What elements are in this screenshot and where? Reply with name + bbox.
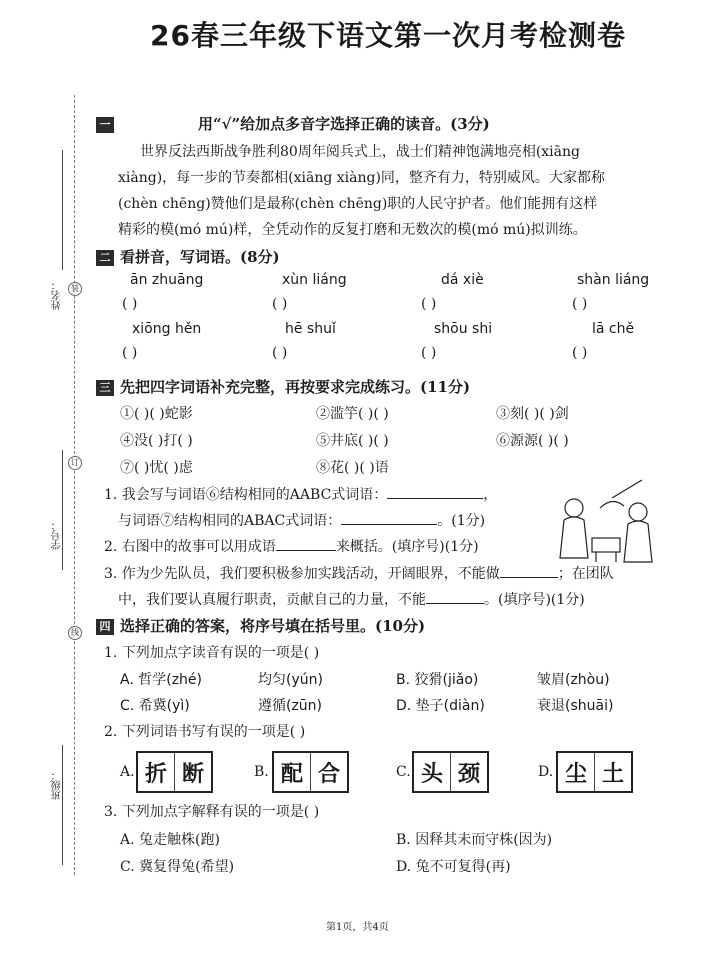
name-label: 姓名： [52, 280, 63, 310]
figure-right-body [624, 521, 652, 562]
q2-option-d-label[interactable]: D. [538, 764, 554, 780]
sec3-q1a-text: 1. 我会写与词语⑥结构相同的AABC式词语： [104, 487, 388, 503]
sec3-q3a [104, 563, 614, 583]
sec4-q2: 2. 下列词语书写有误的一项是( ) [104, 724, 306, 740]
q2-option-a-box[interactable] [136, 751, 213, 793]
sec3-q2 [104, 536, 479, 556]
sec3-q2-blank[interactable] [276, 550, 336, 551]
bird-shape [600, 501, 624, 508]
page-footer: 第1页，共4页 [326, 922, 389, 933]
pinyin-3: dá xiè [441, 272, 484, 288]
answer-paren-8[interactable]: ( ) [572, 345, 588, 361]
binding-mark-1: 装 [68, 282, 82, 296]
pinyin-5: xiōng hěn [132, 321, 202, 337]
sec4-q3-opt-a[interactable]: A. 兔走触株(跑) [120, 832, 220, 848]
section-2-header [96, 246, 280, 267]
binding-dashed-line [74, 95, 75, 875]
section-2-title: 看拼音，写词语。(8分) [120, 248, 280, 266]
sec4-q1-opt-c[interactable]: C. 希冀(yì) [120, 698, 190, 714]
story-illustration [552, 478, 662, 578]
sec3-q3b-blank[interactable] [426, 603, 484, 604]
section-4-title: 选择正确的答案，将序号填在括号里。(10分) [120, 617, 426, 635]
q2-option-b-label[interactable]: B. [254, 764, 269, 780]
idiom-3[interactable]: ③刻( )( )剑 [496, 406, 569, 422]
number-label: 学号： [52, 520, 63, 550]
idiom-5[interactable]: ⑤井底( )( ) [316, 433, 389, 449]
sec3-q1a-end: ， [483, 487, 498, 503]
sec3-q3a-end: ；在团队 [557, 566, 614, 582]
answer-paren-6[interactable]: ( ) [272, 345, 288, 361]
section-1-title: 用“√”给加点多音字选择正确的读音。(3分) [198, 115, 490, 133]
sec3-q1b [118, 510, 485, 530]
binding-mark-3: 线 [68, 626, 82, 640]
section-1-line-4: 精彩的模(mó mú)样，全凭动作的反复打磨和无数次的模(mó mú)拟训练。 [118, 222, 587, 238]
q2-b-char-2: 合 [310, 753, 347, 791]
idiom-6[interactable]: ⑥源源( )( ) [496, 433, 569, 449]
pinyin-7: shōu shi [434, 321, 493, 337]
sec4-q1-opt-b[interactable]: B. 狡猾(jiǎo) [396, 672, 479, 688]
class-write-line [62, 745, 63, 865]
sec4-q3-opt-d[interactable]: D. 兔不可复得(再) [396, 859, 511, 875]
q2-option-a-label[interactable]: A. [120, 764, 135, 780]
sec3-q1b-end: 。(1分) [437, 513, 486, 529]
answer-paren-7[interactable]: ( ) [421, 345, 437, 361]
pinyin-6: hē shuǐ [285, 321, 336, 337]
sec3-q1b-blank[interactable] [341, 524, 437, 525]
section-3-header [96, 376, 470, 397]
q2-option-c-box[interactable] [412, 751, 489, 793]
sec4-q3: 3. 下列加点字解释有误的一项是( ) [104, 804, 320, 820]
sec4-q1-opt-a2: 均匀(yún) [258, 672, 323, 688]
sec4-q1-opt-d[interactable]: D. 垫子(diàn) [396, 698, 485, 714]
idiom-1[interactable]: ①( )( )蛇影 [120, 406, 193, 422]
section-3-title: 先把四字词语补充完整，再按要求完成练习。(11分) [120, 378, 471, 396]
pinyin-2: xùn liáng [282, 272, 347, 288]
section-1-header [96, 113, 490, 134]
idiom-4[interactable]: ④没( )打( ) [120, 433, 193, 449]
q2-c-char-1: 头 [420, 761, 443, 787]
idiom-2[interactable]: ②滥竽( )( ) [316, 406, 389, 422]
figure-left-body [560, 517, 588, 558]
section-1-line-3: (chèn chēng)赞他们是最称(chèn chēng)职的人民守护者。他们能拥有这样 [118, 196, 598, 212]
sec4-q1-opt-c2: 遵循(zūn) [258, 698, 323, 714]
q2-a-char-2: 断 [174, 753, 211, 791]
sec3-q3b-text: 中，我们要认真履行职责，贡献自己的力量，不能 [118, 592, 426, 608]
answer-paren-3[interactable]: ( ) [421, 296, 437, 312]
class-label: 班级： [52, 770, 63, 800]
number-write-line [62, 450, 63, 570]
section-2-number: 二 [96, 250, 114, 266]
sec3-q1b-text: 与词语⑦结构相同的ABAC式词语： [118, 513, 342, 529]
sec3-q2-text: 2. 右图中的故事可以用成语 [104, 539, 276, 555]
q2-b-char-1: 配 [280, 761, 303, 787]
q2-option-b-box[interactable] [272, 751, 349, 793]
q2-d-char-2: 土 [594, 753, 631, 791]
pinyin-1: ān zhuāng [130, 272, 204, 288]
sec4-q3-opt-c[interactable]: C. 冀复得兔(希望) [120, 859, 235, 875]
answer-paren-5[interactable]: ( ) [122, 345, 138, 361]
name-write-line [62, 150, 63, 270]
sec3-q3b-end: 。(填序号)(1分) [484, 592, 585, 608]
figure-right-head [629, 503, 647, 521]
answer-paren-2[interactable]: ( ) [272, 296, 288, 312]
page-title: 26春三年级下语文第一次月考检测卷 [150, 19, 626, 52]
table-shape [592, 538, 620, 552]
answer-paren-4[interactable]: ( ) [572, 296, 588, 312]
sec4-q1-opt-a[interactable]: A. 哲学(zhé) [120, 672, 202, 688]
section-3-number: 三 [96, 380, 114, 396]
section-4-header [96, 615, 425, 636]
section-1-line-1: 世界反法西斯战争胜利80周年阅兵式上，战士们精神饱满地亮相(xiāng [140, 144, 580, 160]
figure-left-head [565, 499, 583, 517]
sec4-q3-opt-b[interactable]: B. 因释其未而守株(因为) [396, 832, 553, 848]
binding-mark-2: 订 [68, 456, 82, 470]
sec4-q1-opt-d2: 衰退(shuāi) [537, 698, 614, 714]
q2-a-char-1: 折 [144, 761, 167, 787]
idiom-7[interactable]: ⑦( )忧( )虑 [120, 460, 193, 476]
pole-shape [612, 480, 642, 498]
q2-option-d-box[interactable] [556, 751, 633, 793]
section-1-number: 一 [96, 117, 114, 133]
sec3-q1a [104, 484, 497, 504]
section-1-line-2: xiàng)，每一步的节奏都相(xiāng xiàng)同，整齐有力，特别威风。大家都称 [118, 170, 605, 186]
sec4-q1: 1. 下列加点字读音有误的一项是( ) [104, 645, 320, 661]
pinyin-4: shàn liáng [577, 272, 650, 288]
sec3-q3a-blank[interactable] [500, 577, 558, 578]
q2-d-char-1: 尘 [564, 761, 587, 787]
sec4-q1-opt-b2: 皱眉(zhòu) [537, 672, 610, 688]
sec3-q3b [118, 589, 585, 609]
sec3-q1a-blank[interactable] [387, 498, 483, 499]
sec3-q2-end: 来概括。(填序号)(1分) [335, 539, 479, 555]
idiom-8[interactable]: ⑧花( )( )语 [316, 460, 389, 476]
answer-paren-1[interactable]: ( ) [122, 296, 138, 312]
q2-c-char-2: 颈 [450, 753, 487, 791]
sec3-q3a-text: 3. 作为少先队员，我们要积极参加实践活动，开阔眼界，不能做 [104, 566, 500, 582]
pinyin-8: lā chě [592, 321, 635, 337]
q2-option-c-label[interactable]: C. [396, 764, 411, 780]
section-4-number: 四 [96, 619, 114, 635]
